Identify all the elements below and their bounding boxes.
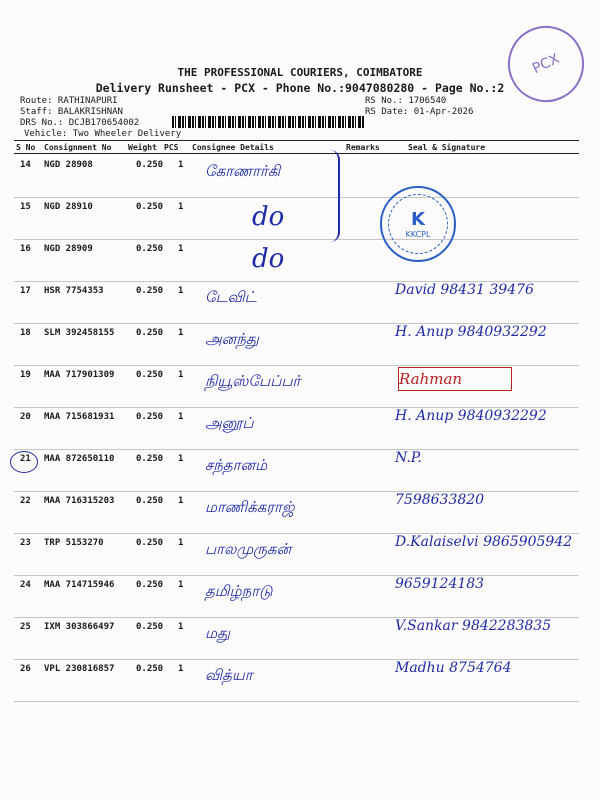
- row-consignee-handwritten: பாலமுருகன்: [205, 540, 292, 558]
- row-weight: 0.250: [136, 244, 164, 254]
- seal-ring: [388, 194, 448, 254]
- row-pcs: 1: [178, 580, 184, 590]
- seal-logo-icon: K: [411, 209, 425, 230]
- drs-label: DRS No.: DCJB170654002: [20, 118, 140, 128]
- row-signature-handwritten: Madhu 8754764: [395, 660, 512, 676]
- ditto-bracket: [320, 150, 340, 242]
- col-consignee: Consignee Details: [192, 143, 274, 152]
- row-signature-handwritten: 7598633820: [395, 492, 485, 508]
- row-pcs: 1: [178, 286, 184, 296]
- row-consignee-handwritten: மது: [205, 624, 231, 642]
- row-pcs: 1: [178, 664, 184, 674]
- row-consignment-no: NGD 28909: [44, 244, 93, 254]
- row-serial: 21: [20, 454, 31, 464]
- row-weight: 0.250: [136, 664, 164, 674]
- row-consignee-handwritten: அனூப்: [205, 414, 254, 432]
- row-consignment-no: NGD 28910: [44, 202, 93, 212]
- row-pcs: 1: [178, 160, 184, 170]
- col-sno: S No: [16, 143, 36, 152]
- runsheet-title: Delivery Runsheet - PCX - Phone No.:9047080280 - Page No.:2: [95, 81, 505, 95]
- row-consignment-no: MAA 715681931: [44, 412, 115, 422]
- row-signature-handwritten: V.Sankar 9842283835: [395, 618, 552, 634]
- row-serial: 18: [20, 328, 31, 338]
- barcode: [172, 116, 364, 128]
- red-stamp-signature: Rahman: [398, 367, 512, 391]
- row-consignment-no: SLM 392458155: [44, 328, 115, 338]
- row-consignee-handwritten: தமிழ்நாடு: [205, 582, 273, 600]
- row-weight: 0.250: [136, 496, 164, 506]
- row-signature-handwritten: 9659124183: [395, 576, 485, 592]
- row-pcs: 1: [178, 538, 184, 548]
- row-weight: 0.250: [136, 538, 164, 548]
- row-pcs: 1: [178, 244, 184, 254]
- row-serial: 22: [20, 496, 31, 506]
- row-signature-handwritten: David 98431 39476: [395, 282, 534, 298]
- row-pcs: 1: [178, 202, 184, 212]
- col-remarks: Remarks: [346, 143, 380, 152]
- row-consignment-no: IXM 303866497: [44, 622, 115, 632]
- row-serial: 16: [20, 244, 31, 254]
- row-consignee-handwritten: சந்தானம்: [205, 456, 268, 474]
- row-divider: [14, 239, 579, 240]
- pcx-stamp: [496, 14, 597, 115]
- header-rule-top: [14, 140, 579, 141]
- row-consignee-handwritten: நியூஸ்பேப்பர்: [205, 372, 301, 390]
- row-weight: 0.250: [136, 202, 164, 212]
- row-serial: 17: [20, 286, 31, 296]
- pcx-stamp-text: PCX: [530, 50, 562, 78]
- row-divider: [14, 575, 579, 576]
- col-weight: Weight: [128, 143, 157, 152]
- row-serial: 25: [20, 622, 31, 632]
- row-consignee-handwritten: வித்யா: [205, 666, 253, 684]
- row-consignee-handwritten: அனந்து: [205, 330, 259, 348]
- row-serial: 23: [20, 538, 31, 548]
- seal-brand: KKCPL: [405, 230, 431, 239]
- row-serial: 26: [20, 664, 31, 674]
- row-divider: [14, 197, 579, 198]
- row-serial: 19: [20, 370, 31, 380]
- company-seal: [380, 186, 456, 262]
- row-consignee-handwritten: do: [252, 244, 285, 274]
- row-weight: 0.250: [136, 160, 164, 170]
- row-consignee-handwritten: மாணிக்கராஜ்: [205, 498, 295, 516]
- row-divider: [14, 365, 579, 366]
- row-consignment-no: VPL 230816857: [44, 664, 115, 674]
- row-serial: 15: [20, 202, 31, 212]
- row-consignment-no: MAA 714715946: [44, 580, 115, 590]
- row-divider: [14, 449, 579, 450]
- row-signature-handwritten: H. Anup 9840932292: [395, 408, 547, 424]
- row-signature-handwritten: H. Anup 9840932292: [395, 324, 547, 340]
- vehicle-label: Vehicle: Two Wheeler Delivery: [24, 129, 182, 139]
- col-consignment: Consignment No: [44, 143, 112, 152]
- row-serial: 20: [20, 412, 31, 422]
- row-weight: 0.250: [136, 328, 164, 338]
- row-weight: 0.250: [136, 454, 164, 464]
- col-pcs: PCS: [164, 143, 179, 152]
- row-consignment-no: MAA 716315203: [44, 496, 115, 506]
- row-consignment-no: MAA 872650110: [44, 454, 115, 464]
- company-name: THE PROFESSIONAL COURIERS, COIMBATORE: [177, 66, 423, 79]
- circled-row-mark: [10, 451, 38, 473]
- row-serial: 14: [20, 160, 31, 170]
- route-label: Route: RATHINAPURI: [20, 96, 118, 106]
- row-signature-handwritten: D.Kalaiselvi 9865905942: [395, 534, 573, 550]
- row-consignment-no: NGD 28908: [44, 160, 93, 170]
- row-pcs: 1: [178, 622, 184, 632]
- row-pcs: 1: [178, 412, 184, 422]
- row-pcs: 1: [178, 370, 184, 380]
- row-consignee-handwritten: do: [252, 202, 285, 232]
- row-weight: 0.250: [136, 412, 164, 422]
- row-signature-handwritten: N.P.: [395, 450, 422, 466]
- row-divider: [14, 491, 579, 492]
- row-consignee-handwritten: டேவிட்: [205, 288, 257, 306]
- row-consignment-no: TRP 5153270: [44, 538, 104, 548]
- rs-date: RS Date: 01-Apr-2026: [365, 107, 474, 117]
- row-serial: 24: [20, 580, 31, 590]
- row-weight: 0.250: [136, 580, 164, 590]
- staff-label: Staff: BALAKRISHNAN: [20, 107, 123, 117]
- col-seal: Seal & Signature: [408, 143, 486, 152]
- row-consignment-no: HSR 7754353: [44, 286, 104, 296]
- row-divider: [14, 701, 579, 702]
- row-pcs: 1: [178, 454, 184, 464]
- row-pcs: 1: [178, 328, 184, 338]
- row-weight: 0.250: [136, 370, 164, 380]
- row-pcs: 1: [178, 496, 184, 506]
- row-consignee-handwritten: கோணார்கி: [205, 162, 281, 180]
- row-weight: 0.250: [136, 622, 164, 632]
- rs-number: RS No.: 1706540: [365, 96, 447, 106]
- row-weight: 0.250: [136, 286, 164, 296]
- header-rule-bottom: [14, 153, 579, 154]
- row-consignment-no: MAA 717901309: [44, 370, 115, 380]
